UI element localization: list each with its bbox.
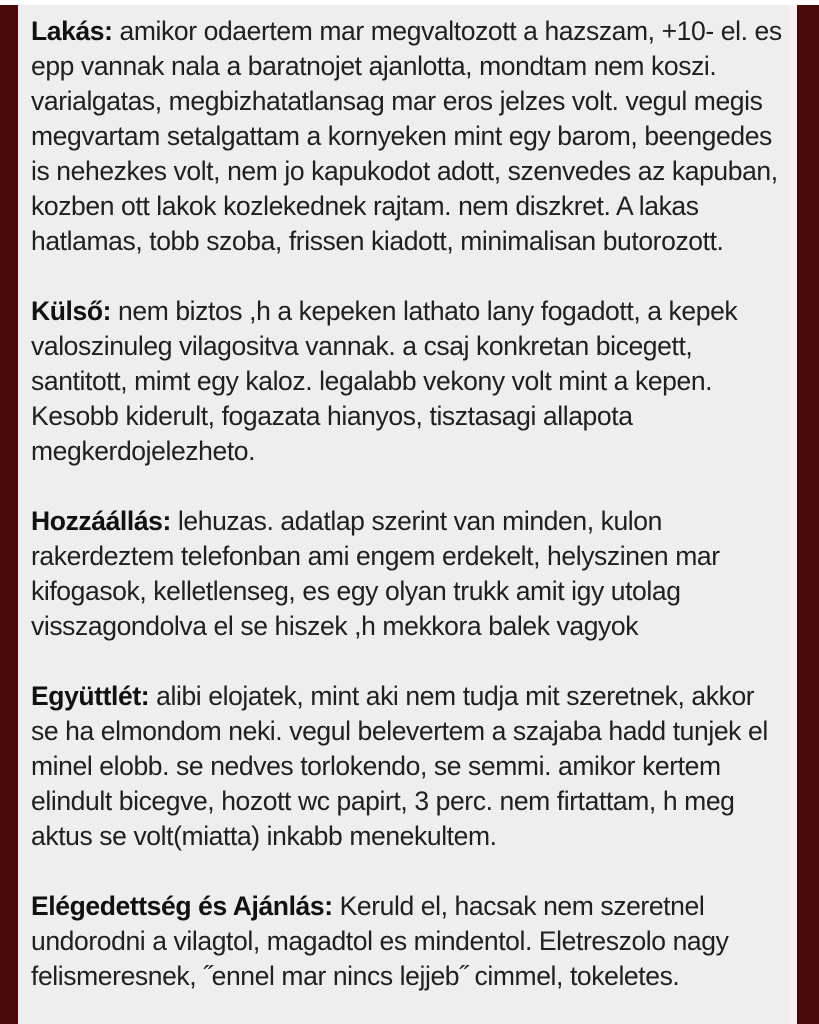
- review-section-hozzaallas: [31, 504, 785, 644]
- section-text-hozzaallas: lehuzas. adatlap szerint van minden, kulon rakerdeztem telefonban ami engem erdekelt, helyszinen mar kifogasok, kelletlenseg, es egy olyan trukk amit igy utolag visszagondolva el se hiszek ,h mekkora balek vagyok: [31, 506, 720, 641]
- section-text-elegedettseg: Keruld el, hacsak nem szeretnel undorodni a vilagtol, magadtol es mindentol. Eletreszolo nagy felismeresnek, ˝ennel mar nincs lejjeb˝ cimmel, tokeletes.: [31, 891, 729, 991]
- review-section-kulso: [31, 294, 785, 469]
- review-text-body: [18, 5, 789, 1024]
- review-section-elegedettseg: [31, 889, 785, 994]
- right-accent-strip: [789, 5, 797, 1024]
- section-label-egyuttlet: Együttlét:: [31, 681, 150, 711]
- review-section-lakas: [31, 14, 785, 259]
- section-label-lakas: Lakás:: [31, 16, 113, 46]
- section-text-lakas: amikor odaertem mar megvaltozott a hazszam, +10- el. es epp vannak nala a baratnojet ajanlotta, mondtam nem koszi. varialgatas, megbizhatatlansag mar eros jelzes volt. vegul megis megvartam setalgattam a kornyeken mint egy barom, beengedes is nehezkes volt, nem jo kapukodot adott, szenvedes az kapuban, kozben ott lakok kozlekednek rajtam. nem diszkret. A lakas hatlamas, tobb szoba, frissen kiadott, minimalisan butorozott.: [31, 16, 782, 256]
- section-label-kulso: Külső:: [31, 296, 112, 326]
- section-text-egyuttlet: alibi elojatek, mint aki nem tudja mit szeretnek, akkor se ha elmondom neki. vegul belevertem a szajaba hadd tunjek el minel elobb. se nedves torlokendo, se semmi. amikor kertem elindult bicegve, hozott wc papirt, 3 perc. nem firtattam, h meg aktus se volt(miatta) inkabb menekultem.: [31, 681, 768, 851]
- left-border-bar: [0, 5, 18, 1024]
- review-section-egyuttlet: [31, 679, 785, 854]
- right-border-bar: [797, 5, 819, 1024]
- section-label-hozzaallas: Hozzáállás:: [31, 506, 171, 536]
- section-text-kulso: nem biztos ,h a kepeken lathato lany fogadott, a kepek valoszinuleg vilagositva vannak. a csaj konkretan bicegett, santitott, mimt egy kaloz. legalabb vekony volt mint a kepen. Kesobb kiderult, fogazata hianyos, tisztasagi allapota megkerdojelezheto.: [31, 296, 738, 466]
- section-label-elegedettseg: Elégedettség és Ajánlás:: [31, 891, 333, 921]
